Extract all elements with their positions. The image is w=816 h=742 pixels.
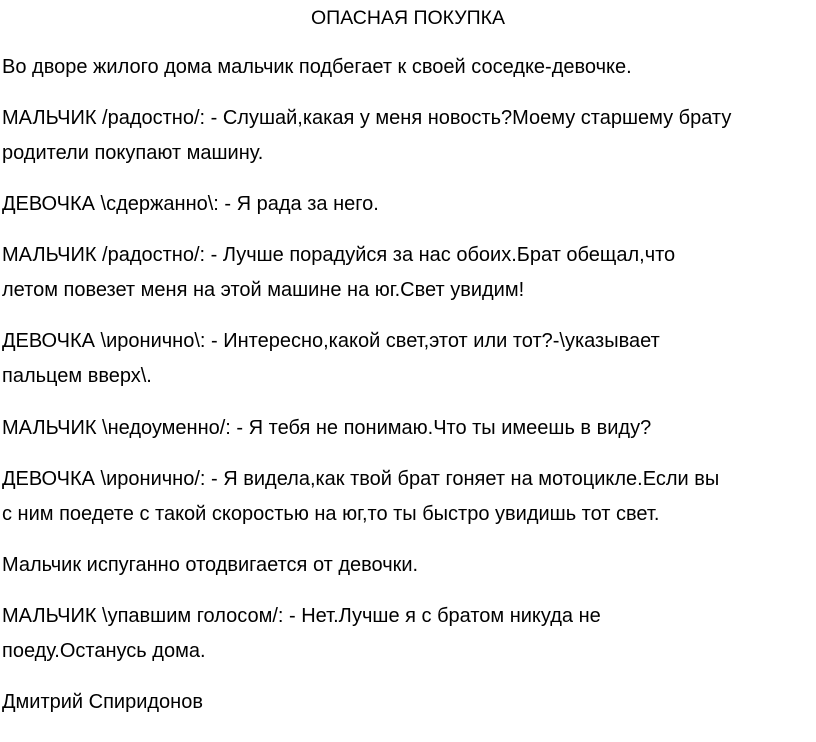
- text-line: ДЕВОЧКА \иронично/: - Я видела,как твой брат гоняет на мотоцикле.Если вы: [2, 468, 720, 490]
- paragraph-girl-line-1: [2, 187, 814, 222]
- text-line: Мальчик испуганно отодвигается от девочки.: [2, 554, 419, 576]
- text-line: пальцем вверх\.: [2, 365, 152, 387]
- paragraph-scene-intro: [2, 50, 814, 85]
- text-line: с ним поедете с такой скоростью на юг,то ты быстро увидишь тот свет.: [2, 503, 660, 525]
- paragraph-boy-line-3: [2, 411, 814, 446]
- paragraph-boy-line-4: [2, 599, 814, 669]
- text-line: родители покупают машину.: [2, 142, 264, 164]
- paragraph-girl-line-3: [2, 462, 814, 532]
- paragraph-boy-line-1: [2, 101, 814, 171]
- text-line: поеду.Останусь дома.: [2, 640, 206, 662]
- text-line: МАЛЬЧИК /радостно/: - Слушай,какая у меня новость?Моему старшему брату: [2, 107, 732, 129]
- text-line: МАЛЬЧИК \недоуменно/: - Я тебя не понимаю.Что ты имеешь в виду?: [2, 417, 652, 439]
- author-name: [2, 685, 814, 720]
- text-line: летом повезет меня на этой машине на юг.Свет увидим!: [2, 279, 525, 301]
- text-line: ДЕВОЧКА \сдержанно\: - Я рада за него.: [2, 193, 379, 215]
- document-title: ОПАСНАЯ ПОКУПКА: [311, 7, 505, 29]
- text-line: ДЕВОЧКА \иронично\: - Интересно,какой свет,этот или тот?-\указывает: [2, 330, 660, 352]
- paragraph-boy-line-2: [2, 238, 814, 308]
- paragraph-scene-direction: [2, 548, 814, 583]
- text-line: МАЛЬЧИК /радостно/: - Лучше порадуйся за нас обоих.Брат обещал,что: [2, 244, 676, 266]
- paragraph-girl-line-2: [2, 324, 814, 394]
- text-line: МАЛЬЧИК \упавшим голосом/: - Нет.Лучше я с братом никуда не: [2, 605, 601, 627]
- text-line: Во дворе жилого дома мальчик подбегает к своей соседке-девочке.: [2, 56, 632, 78]
- text-line: Дмитрий Спиридонов: [2, 691, 203, 713]
